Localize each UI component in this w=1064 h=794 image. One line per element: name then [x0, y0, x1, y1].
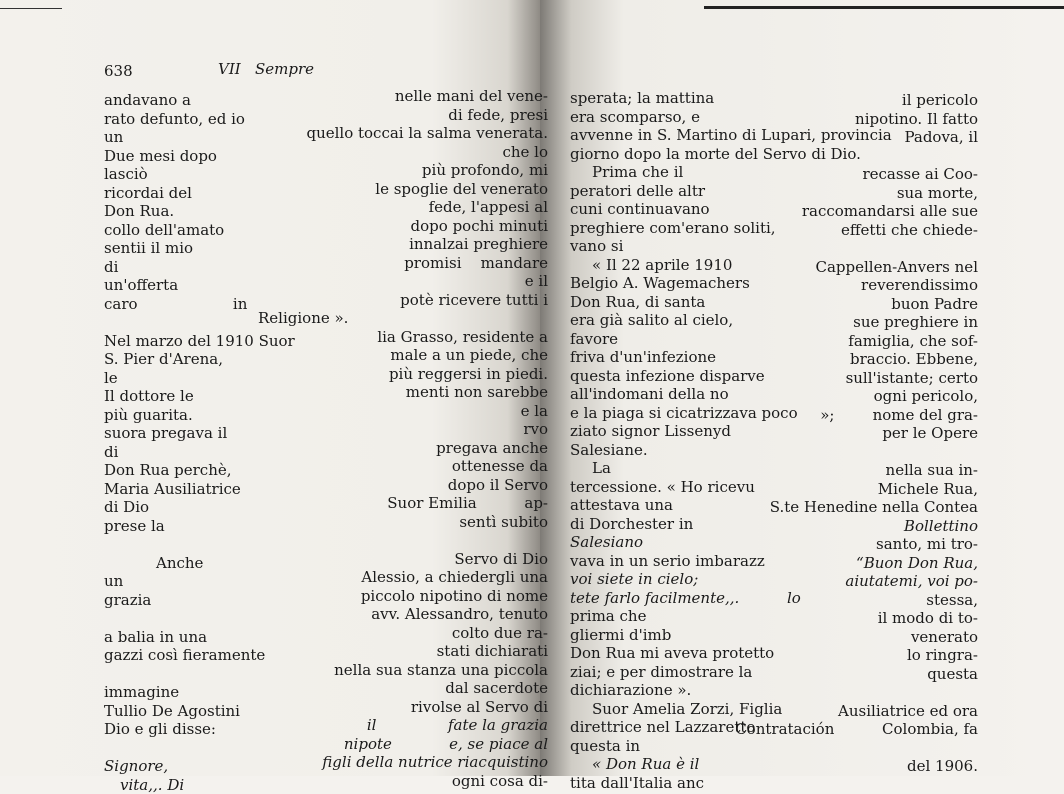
right-col2-line: »; nome del gra- [820, 405, 978, 424]
right-col1-line: « Don Rua è il [592, 755, 700, 773]
left-col2-line: Suor Emilia ap- [387, 494, 548, 512]
left-col2-line: colto due ra- [451, 623, 548, 642]
right-col1-line: preghiere com'erano soliti, [570, 218, 776, 237]
left-col1-line: a balia in una [104, 627, 208, 646]
left-col2-line: rivolse al Servo di [410, 697, 548, 716]
right-col1-line: avvenne in S. Martino di Lupari, provincia [570, 126, 892, 144]
left-col2-line: male a un piede, che [390, 346, 548, 364]
right-col2-line: Cappellen-Anvers nel [815, 257, 978, 276]
right-col2-line: per le Opere [882, 424, 978, 442]
left-col1-line: suora pregava il [104, 424, 228, 442]
right-col2-line: S.te Henedine nella Contea [769, 498, 978, 516]
left-col1-line: di [104, 442, 119, 461]
left-col1-line: Due mesi dopo [104, 146, 217, 165]
right-col1-line: cuni continuavano [570, 200, 710, 218]
right-col2-line: recasse ai Coo- [862, 165, 978, 183]
right-col1-line: tita dall'Italia anc [570, 773, 705, 792]
right-col1-line: era scomparso, e [570, 107, 700, 126]
right-col2-line: questa [927, 664, 978, 683]
right-col1-line: Don Rua mi aveva protetto [570, 644, 775, 662]
left-col1-line: di Dio [104, 498, 150, 516]
right-col2-line: Padova, il [904, 128, 978, 146]
right-col1-line: Suor Amelia Zorzi, Figlia [592, 699, 783, 718]
right-col2-line: reverendissimo [861, 276, 978, 294]
right-col1-line: di Dorchester in [570, 514, 694, 533]
left-col1-line: Il dottore le [104, 387, 194, 405]
right-col2-line: aiutatemi, voi po- [845, 572, 978, 590]
left-col2-line: le spoglie del venerato [375, 179, 548, 198]
left-col2-line: rvo [523, 420, 548, 438]
left-col2-line: nelle mani del vene- [394, 87, 548, 105]
right-col1-line: La [592, 459, 611, 477]
left-col2-line: fede, l'appesi al [428, 198, 548, 216]
right-col2-line: stessa, [926, 590, 978, 609]
left-col2-line: quello toccai la salma venerata. [306, 124, 548, 142]
right-col2-line: Ausiliatrice ed ora [838, 701, 978, 720]
right-col1-line: attestava una [570, 496, 673, 514]
left-col2-line: dopo il Servo [447, 475, 548, 494]
left-col2-line: innalzai preghiere [409, 235, 548, 253]
right-col1-line: peratori delle altr [570, 181, 706, 200]
left-col1-line: grazia [104, 590, 152, 609]
left-col1-line: rato defunto, ed io [104, 109, 245, 128]
right-col1-line: friva d'un'infezione [570, 348, 717, 366]
left-col2-line: dal sacerdote [445, 679, 548, 697]
left-col1-line: ricordai del [104, 183, 192, 202]
left-col2-line: ogni cosa di- [451, 771, 548, 790]
left-col1-line: lasciò [104, 165, 148, 183]
left-col2-line: avv. Alessandro, tenuto [371, 605, 548, 623]
left-col1-line: un [104, 128, 124, 146]
right-col2-line: ogni pericolo, [873, 387, 978, 405]
left-col2-line: sentì subito [459, 512, 548, 531]
right-col1-line: era già salito al cielo, [570, 311, 734, 329]
left-col2-line: ottenesse da [451, 457, 548, 475]
right-col2-line: sull'istante; certo [845, 368, 978, 387]
right-col1-line: dichiarazione ». [570, 681, 692, 699]
left-col2-line: e la [520, 401, 548, 420]
right-col2-line: “Buon Don Rua, [856, 553, 978, 572]
right-col2-line: sua morte, [896, 183, 978, 202]
left-col1-line: Signore, [104, 757, 169, 775]
right-col1-line: Don Rua, di santa [570, 292, 706, 311]
right-col2-line: famiglia, che sof- [848, 331, 978, 350]
right-col2-line: Bollettino [903, 516, 978, 535]
right-col2-line: nipotino. Il fatto [855, 109, 978, 128]
right-col1-line: favore [570, 329, 619, 348]
right-col2-line: santo, mi tro- [876, 535, 978, 553]
left-col2-line: Religione ». [258, 309, 349, 327]
left-col2-line: che lo [502, 142, 548, 161]
right-col1-line: tercessione. « Ho ricevu [570, 477, 755, 496]
left-col1-line: Dio e gli disse: [104, 720, 216, 738]
left-col1-line: un [104, 572, 124, 590]
right-col1-line: e la piaga si cicatrizzava poco [570, 403, 798, 422]
left-col1-line: Tullio De Agostini [104, 701, 240, 720]
left-col1-line: S. Pier d'Arena, [104, 350, 223, 368]
left-col2-line: nella sua stanza una piccola [334, 660, 548, 679]
right-col1-line: ziato signor Lissenyd [570, 422, 731, 440]
left-col1-line: Nel marzo del 1910 Suor [104, 331, 295, 350]
right-col1-line: vava in un serio imbarazz [570, 551, 765, 570]
right-col1-line: Salesiano [570, 533, 644, 551]
left-col2-line: stati dichiarati [436, 642, 548, 660]
right-col1-line: sperata; la mattina [570, 89, 715, 107]
right-col2-line: il pericolo [901, 91, 978, 109]
left-col2-line: Alessio, a chiedergli una [361, 568, 548, 586]
left-col2-line: promisi mandare [404, 253, 548, 272]
right-col1-line: voi siete in cielo; [570, 570, 699, 588]
left-col2-line: potè ricevere tutti i [400, 290, 548, 309]
right-col1-line: Prima che il [592, 163, 684, 181]
top-rule-left [0, 8, 62, 9]
right-col1-line: Belgio A. Wagemachers [570, 274, 750, 292]
right-col2-line: del 1906. [907, 757, 978, 775]
right-col2-line: nella sua in- [885, 461, 978, 479]
left-col1-line: andavano a [104, 91, 191, 109]
left-col2-line: piccolo nipotino di nome [360, 586, 548, 605]
left-col1-line: più guarita. [104, 405, 193, 424]
left-col1-line: gazzi così fieramente [104, 646, 266, 664]
left-col2-line: più reggersi in piedi. [388, 364, 548, 383]
right-col1-line: ziai; e per dimostrare la [570, 662, 753, 681]
left-col2-line: nipote e, se piace al [343, 734, 548, 753]
left-col1-line: sentii il mio [104, 239, 194, 257]
left-col2-line: lia Grasso, residente a [377, 327, 548, 346]
left-col2-line: dopo pochi minuti [410, 216, 548, 235]
left-col1-line: Anche [156, 553, 204, 572]
right-col2-line: venerato [910, 627, 978, 646]
left-col1-line: caro in [104, 294, 248, 313]
left-col2-line: menti non sarebbe [405, 383, 548, 401]
right-col2-line: lo ringra- [906, 646, 978, 664]
right-col2-line: il modo di to- [877, 609, 978, 627]
right-col1-line: prima che [570, 607, 647, 625]
left-col1-line: Maria Ausiliatrice [104, 479, 241, 498]
left-col1-line: prese la [104, 516, 165, 535]
left-col2-line: pregava anche [436, 438, 548, 457]
right-col1-line: giorno dopo la morte del Servo di Dio. [570, 144, 861, 163]
top-rule-right [704, 6, 1064, 9]
left-col1-line: un'offerta [104, 276, 179, 294]
left-col2-line: e il [524, 272, 548, 290]
right-col1-line: gliermi d'imb [570, 625, 672, 644]
left-col1-line: collo dell'amato [104, 220, 225, 239]
left-col2-line: di fede, presi [448, 105, 548, 124]
right-col2-line: raccomandarsi alle sue [801, 202, 978, 220]
right-col1-line: « Il 22 aprile 1910 [592, 255, 733, 274]
left-col1-line: di [104, 257, 119, 276]
right-col2-line: braccio. Ebbene, [850, 350, 978, 368]
right-col1-line: Salesiane. [570, 440, 648, 459]
right-col1-line: all'indomani della no [570, 385, 729, 403]
right-col2-line: buon Padre [891, 294, 978, 313]
left-col1-line: immagine [104, 683, 180, 701]
right-col1-line: tete farlo facilmente,,. lo [570, 588, 801, 607]
left-col2-line: il fate la grazia [366, 716, 548, 734]
left-col2-line: Servo di Dio [454, 549, 548, 568]
right-col2-line: Contratación Colombia, fa [735, 720, 978, 738]
left-col2-line: più profondo, mi [421, 161, 548, 179]
left-col1-line: le [104, 368, 118, 387]
page-number: 638 [104, 62, 133, 80]
left-col1-line: Don Rua. [104, 202, 175, 220]
right-col2-line: sue preghiere in [853, 313, 978, 331]
running-title: VII Sempre [218, 60, 315, 78]
right-col2-line: effetti che chiede- [840, 220, 978, 239]
right-col1-line: questa infezione disparve [570, 366, 765, 385]
right-col2-line: Michele Rua, [877, 479, 978, 498]
left-col1-line: Don Rua perchè, [104, 461, 232, 479]
right-col1-line: vano si [570, 237, 624, 255]
left-col1-line: vita,,. Di [120, 775, 185, 794]
right-col1-line: questa in [570, 736, 641, 755]
left-col2-line: figli della nutrice riacquistino [322, 753, 548, 771]
right-col1-line: direttrice nel Lazzaretto [570, 718, 756, 736]
